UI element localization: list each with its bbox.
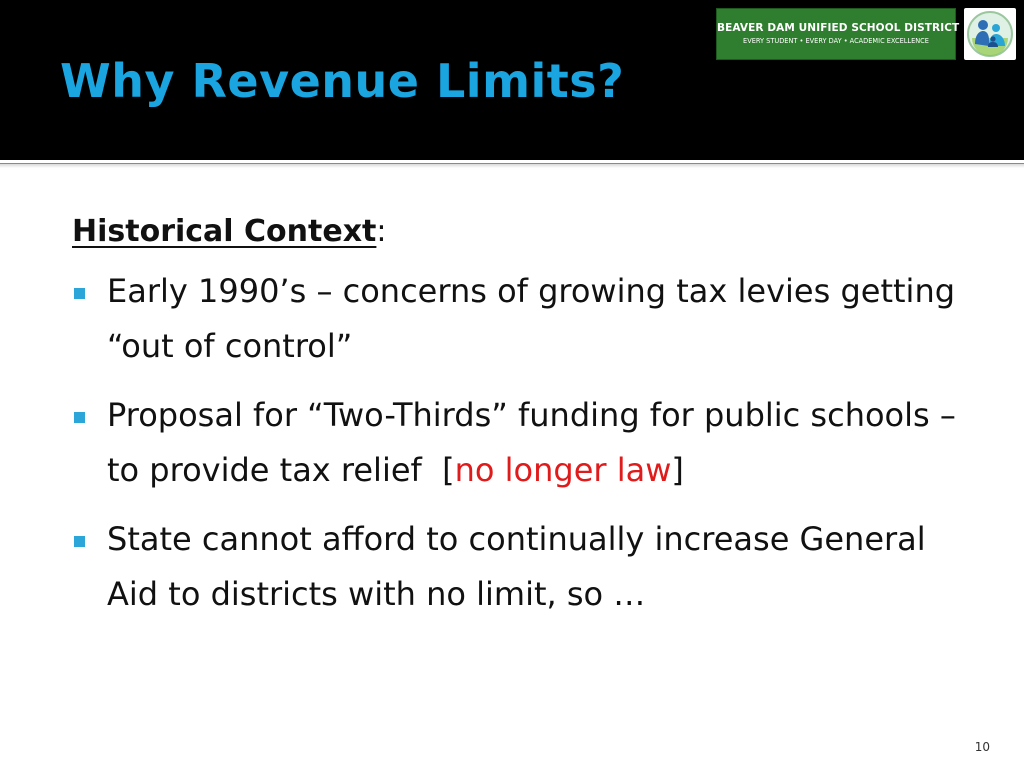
- bullet-text: State cannot afford to continually increase General Aid to districts with no limit, so …: [107, 520, 926, 613]
- square-bullet-icon: [74, 288, 85, 299]
- bullet-text: Early 1990’s – concerns of growing tax levies getting “out of control”: [107, 272, 956, 365]
- square-bullet-icon: [74, 536, 85, 547]
- subheading-colon: :: [376, 214, 387, 249]
- bullet-text: Proposal for “Two-Thirds” funding for public schools – to provide tax relief: [107, 396, 967, 489]
- district-banner: [716, 8, 960, 60]
- slide-title: Why Revenue Limits?: [60, 54, 625, 108]
- no-longer-law-note: no longer law: [454, 451, 672, 489]
- bullet-item: [72, 264, 972, 374]
- square-bullet-icon: [74, 412, 85, 423]
- family-circle-logo-icon: [964, 8, 1016, 60]
- subheading-label: Historical Context: [72, 214, 377, 249]
- header-divider: [0, 160, 1024, 168]
- slide-header: [0, 0, 1024, 160]
- bullet-list: [72, 264, 972, 622]
- subheading: [72, 214, 972, 250]
- slide-body: [72, 214, 972, 636]
- bullet-item: [72, 388, 972, 498]
- bracket-close: ]: [671, 451, 684, 489]
- district-name: BEAVER DAM UNIFIED SCHOOL DISTRICT: [717, 22, 960, 34]
- district-motto: EVERY STUDENT • EVERY DAY • ACADEMIC EXCELLENCE: [743, 37, 929, 45]
- bracket-open: [: [442, 451, 455, 489]
- bullet-item: [72, 512, 972, 622]
- page-number: 10: [974, 740, 990, 754]
